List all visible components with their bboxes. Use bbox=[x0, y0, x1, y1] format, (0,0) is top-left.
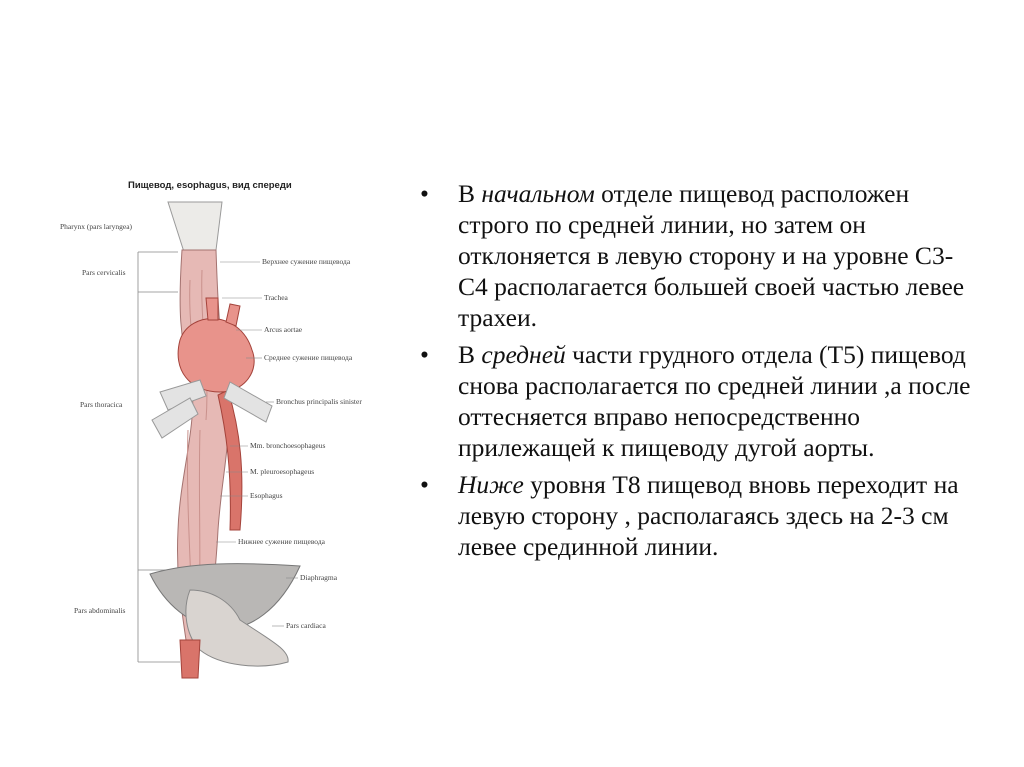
bullet-list bbox=[418, 178, 978, 568]
label-pharynx: Pharynx (pars laryngea) bbox=[60, 222, 133, 231]
label-bronchus: Bronchus principalis sinister bbox=[276, 397, 362, 406]
label-arcus-aortae: Arcus aortae bbox=[264, 325, 303, 334]
label-upper-narrowing: Верхнее сужение пищевода bbox=[262, 257, 351, 266]
label-pars-cardiaca: Pars cardiaca bbox=[286, 621, 326, 630]
label-diaphragma: Diaphragma bbox=[300, 573, 338, 582]
bullet-item: • В начальном отделе пищевод расположен строго по средней линии, но затем он отклоняется в левую сторону и на уровне С3-С4 располагается большей своей частью левее трахеи. bbox=[420, 179, 965, 332]
bullet-item: • Ниже уровня Т8 пищевод вновь переходит на левую сторону , располагаясь здесь на 2-3 см левее срединной линии. bbox=[420, 470, 959, 561]
label-m-broncho: Mm. bronchoesophageus bbox=[250, 441, 326, 450]
label-middle-narrowing: Среднее сужение пищевода bbox=[264, 353, 353, 362]
bullet-marker: • bbox=[420, 179, 429, 208]
label-m-pleuro: M. pleuroesophageus bbox=[250, 467, 315, 476]
esophagus-illustration bbox=[40, 170, 410, 690]
label-pars-thoracica: Pars thoracica bbox=[80, 400, 123, 409]
label-trachea: Trachea bbox=[264, 293, 288, 302]
label-lower-narrowing: Нижнее сужение пищевода bbox=[238, 537, 325, 546]
bullet-marker: • bbox=[420, 470, 429, 499]
label-esophagus: Esophagus bbox=[250, 491, 283, 500]
bullet-marker: • bbox=[420, 340, 429, 369]
figure-title: Пищевод, esophagus, вид спереди bbox=[128, 180, 292, 191]
label-pars-abdominalis: Pars abdominalis bbox=[74, 606, 126, 615]
bullet-item: • В средней части грудного отдела (Т5) пищевод снова располагается по средней линии ,а после оттесняется вправо непосредственно прилежащей к пищеводу дугой аорты. bbox=[420, 340, 971, 462]
label-pars-cervicalis: Pars cervicalis bbox=[82, 268, 126, 277]
